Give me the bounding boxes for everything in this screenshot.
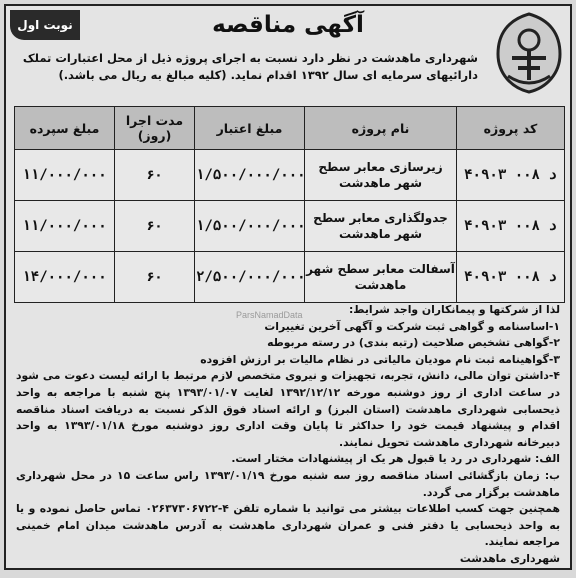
project-deposit: ۱۱/۰۰۰/۰۰۰ xyxy=(15,201,115,252)
tender-notice xyxy=(4,4,572,570)
table-row xyxy=(15,201,565,252)
project-duration: ۶۰ xyxy=(115,150,195,201)
header-name: نام پروژه xyxy=(305,107,457,150)
project-duration: ۶۰ xyxy=(115,252,195,303)
condition-item: ۴-داشتن توان مالی، دانش، تجربه، تجهیزات و نیروی متخصص لازم مرتبط با ارائه لیست دعوت می شود در ساعت اداری از روز دوشنبه مورخه ۱۳۹۲/۱۲/۱۲ لغایت ۱۳۹۳/۰۱/۰۷ پنج شنبه با مراجعه به واحد ذیحسابی شهرداری ماهدشت (استان البرز) و ارائه اسناد فوق الذکر نسبت به دریافت اسناد مناقصه اقدام و پیشنهاد قیمت خود را حداکثر تا پایان وقت اداری روز دوشنبه مورخ ۱۳۹۳/۰۱/۱۸ به واحد دبیرخانه شهرداری ماهدشت تحویل نمایند. xyxy=(16,369,560,449)
table-row xyxy=(15,150,565,201)
edition-badge: نوبت اول xyxy=(10,10,80,40)
header-duration: مدت اجرا (روز) xyxy=(115,107,195,150)
signature: شهرداری ماهدشت xyxy=(459,551,560,565)
header-code: کد پروژه xyxy=(457,107,565,150)
project-credit: ۱/۵۰۰/۰۰۰/۰۰۰ xyxy=(195,201,305,252)
conditions-intro: لذا از شرکتها و پیمانکاران واجد شرایط: xyxy=(348,303,560,316)
note-b: ب: زمان بازگشائی اسناد مناقصه روز سه شنبه مورخ ۱۳۹۳/۰۱/۱۹ راس ساعت ۱۵ در محل شهرداری ماهدشت برگزار می گردد. xyxy=(16,468,561,499)
project-credit: ۱/۵۰۰/۰۰۰/۰۰۰ xyxy=(195,150,305,201)
project-name: زیرسازی معابر سطح شهر ماهدشت xyxy=(305,150,457,201)
project-deposit: ۱۱/۰۰۰/۰۰۰ xyxy=(15,150,115,201)
conditions-text xyxy=(16,302,560,568)
table-row xyxy=(15,252,565,303)
condition-item: ۲-گواهی تشخیص صلاحیت (رتبه بندی) در رسته مربوطه xyxy=(267,336,560,350)
condition-item: ۳-گواهینامه ثبت نام مودیان مالیاتی در نظام مالیات بر ارزش افزوده xyxy=(200,352,560,366)
condition-item: ۱-اساسنامه و گواهی ثبت شرکت و آگهی آخرین تغییرات xyxy=(264,319,560,333)
municipality-logo-icon xyxy=(492,10,566,96)
contact-info: همچنین جهت کسب اطلاعات بیشتر می توانید با شماره تلفن ۴-۰۲۶۳۷۳۰۶۷۲۲ تماس حاصل نموده و یا به واحد ذیحسابی یا دفتر فنی و عمران شهرداری ماهدشت به آدرس ماهدشت میدان امام خمینی مراجعه نمایند. xyxy=(16,502,560,549)
intro-text: شهرداری ماهدشت در نظر دارد نسبت به اجرای پروژه ذیل از محل اعتبارات تملک دارائیهای سرمایه ای سال ۱۳۹۲ اقدام نماید. (کلیه مبالغ به ریال می باشد.) xyxy=(22,51,478,82)
header-credit: مبلغ اعتبار xyxy=(195,107,305,150)
header-deposit: مبلغ سپرده xyxy=(15,107,115,150)
watermark: ParsNamadData xyxy=(236,310,303,320)
projects-table xyxy=(14,106,565,303)
notice-title: آگهی مناقصه xyxy=(212,12,364,38)
project-name: جدولگذاری معابر سطح شهر ماهدشت xyxy=(305,201,457,252)
project-duration: ۶۰ xyxy=(115,201,195,252)
notice-header xyxy=(6,6,570,102)
project-code: ۴۰۹۰۳ د ۰۰۸ xyxy=(457,150,565,201)
project-code: ۴۰۹۰۳ د ۰۰۸ xyxy=(457,201,565,252)
project-code: ۴۰۹۰۳ د ۰۰۸ xyxy=(457,252,565,303)
project-credit: ۲/۵۰۰/۰۰۰/۰۰۰ xyxy=(195,252,305,303)
project-deposit: ۱۴/۰۰۰/۰۰۰ xyxy=(15,252,115,303)
note-a: الف: شهرداری در رد یا قبول هر یک از پیشنهادات مختار است. xyxy=(231,452,560,466)
project-name: آسفالت معابر سطح شهر ماهدشت xyxy=(305,252,457,303)
table-header-row xyxy=(15,107,565,150)
